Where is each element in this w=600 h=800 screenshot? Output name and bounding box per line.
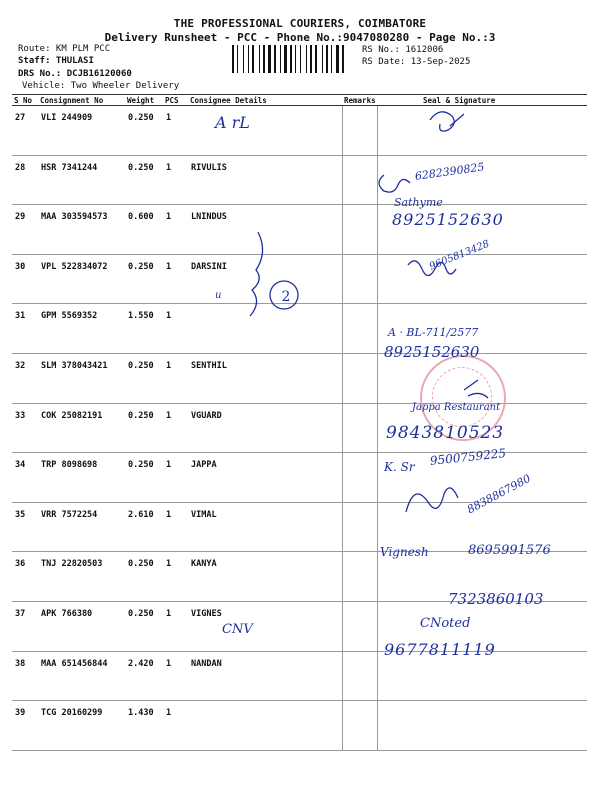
cell-weight: 0.250 <box>125 552 163 602</box>
cell-weight: 2.420 <box>125 651 163 701</box>
cell-consignee: RIVULIS <box>188 155 342 205</box>
hw-r27-consignee: A rL <box>215 113 250 132</box>
hw-r32-name: A · BL-711/2577 <box>388 326 479 339</box>
hw-r36-phone: 8838867980 <box>464 471 533 517</box>
sig-28 <box>379 175 410 192</box>
cell-consignee: KANYA <box>188 552 342 602</box>
cell-consignment-no: VPL 522834072 <box>38 254 125 304</box>
cell-pcs: 1 <box>163 453 188 503</box>
cell-consignee: JAPPA <box>188 453 342 503</box>
cell-pcs: 1 <box>163 304 188 354</box>
cell-consignment-no: GPM 5569352 <box>38 304 125 354</box>
rs-date: RS Date: 13-Sep-2025 <box>362 57 471 67</box>
cell-sno: 32 <box>12 353 38 403</box>
cell-consignee: LNINDUS <box>188 205 342 255</box>
sig-27 <box>430 112 464 131</box>
cell-sno: 33 <box>12 403 38 453</box>
cell-consignment-no: MAA 303594573 <box>38 205 125 255</box>
cell-weight: 2.610 <box>125 502 163 552</box>
cell-consignment-no: TRP 8098698 <box>38 453 125 503</box>
cell-weight: 1.550 <box>125 304 163 354</box>
circle-31-digit: 2 <box>281 289 291 305</box>
sig-36 <box>406 488 458 512</box>
drs-number: DRS No.: DCJB16120060 <box>18 69 132 79</box>
cell-consignee: NANDAN <box>188 651 342 701</box>
hw-r39-name: CNoted <box>420 616 471 631</box>
cell-weight: 0.250 <box>125 155 163 205</box>
sig-33 <box>464 380 488 398</box>
cell-pcs: 1 <box>163 205 188 255</box>
cell-consignee: DARSINI <box>188 254 342 304</box>
cell-pcs: 1 <box>163 106 188 156</box>
cell-pcs: 1 <box>163 353 188 403</box>
cell-sno: 35 <box>12 502 38 552</box>
cell-weight: 0.250 <box>125 403 163 453</box>
bracket-30-31 <box>250 232 263 316</box>
cell-sno: 39 <box>12 701 38 751</box>
cell-weight: 0.250 <box>125 601 163 651</box>
cell-pcs: 1 <box>163 403 188 453</box>
cell-sno: 29 <box>12 205 38 255</box>
company-title: THE PROFESSIONAL COURIERS, COIMBATORE <box>173 17 427 30</box>
hw-r35-name: K. Sr <box>384 460 415 474</box>
cell-sno: 34 <box>12 453 38 503</box>
hw-r34-name: Jappa Restaurant <box>412 402 501 413</box>
cell-sno: 36 <box>12 552 38 602</box>
hw-r37-phone: 8695991576 <box>468 543 551 558</box>
cell-sno: 38 <box>12 651 38 701</box>
hw-r32-phone: 8925152630 <box>384 343 480 361</box>
staff-label: Staff: THULASI <box>18 56 94 66</box>
cell-weight: 0.250 <box>125 106 163 156</box>
hw-r31-phone: 9605813428 <box>427 238 492 273</box>
cell-consignment-no: VRR 7572254 <box>38 502 125 552</box>
cell-consignment-no: MAA 651456844 <box>38 651 125 701</box>
cell-weight: 1.430 <box>125 701 163 751</box>
col-consignee: Consignee Details <box>188 95 342 106</box>
cell-consignment-no: APK 766380 <box>38 601 125 651</box>
cell-sno: 27 <box>12 106 38 156</box>
cell-consignment-no: VLI 244909 <box>38 106 125 156</box>
cell-sno: 30 <box>12 254 38 304</box>
col-sno: S No <box>12 95 38 106</box>
cell-sno: 28 <box>12 155 38 205</box>
cell-pcs: 1 <box>163 651 188 701</box>
cell-consignment-no: HSR 7341244 <box>38 155 125 205</box>
cell-pcs: 1 <box>163 552 188 602</box>
cell-consignee: VIMAL <box>188 502 342 552</box>
cell-weight: 0.250 <box>125 353 163 403</box>
cell-sno: 37 <box>12 601 38 651</box>
cell-consignment-no: TCG 20160299 <box>38 701 125 751</box>
col-consignment: Consignment No <box>38 95 125 106</box>
cell-consignment-no: SLM 378043421 <box>38 353 125 403</box>
runsheet-subtitle: Delivery Runsheet - PCC - Phone No.:9047080280 - Page No.:3 <box>104 31 496 44</box>
col-seal-signature: Seal & Signature <box>377 95 587 106</box>
cell-sno: 31 <box>12 304 38 354</box>
cell-weight: 0.600 <box>125 205 163 255</box>
hw-r37-name: Vignesh <box>380 545 429 559</box>
hw-r29-phone: 8925152630 <box>392 210 504 229</box>
hw-r38-phone: 7323860103 <box>448 590 544 608</box>
route-label: Route: KM PLM PCC <box>18 44 111 54</box>
cell-pcs: 1 <box>163 701 188 751</box>
cell-consignment-no: TNJ 22820503 <box>38 552 125 602</box>
cell-weight: 0.250 <box>125 254 163 304</box>
cell-pcs: 1 <box>163 254 188 304</box>
col-weight: Weight <box>125 95 163 106</box>
cell-pcs: 1 <box>163 502 188 552</box>
hw-r39-phone: 9677811119 <box>384 640 496 659</box>
hw-r31-consignee: u <box>215 290 222 301</box>
hw-r28-phone: 6282390825 <box>414 160 486 183</box>
cell-consignee: VGUARD <box>188 403 342 453</box>
cell-weight: 0.250 <box>125 453 163 503</box>
cell-consignee: VIGNES <box>188 601 342 651</box>
cell-pcs: 1 <box>163 155 188 205</box>
col-pcs: PCS <box>163 95 188 106</box>
hw-r35-phone: 9500759225 <box>429 446 507 468</box>
cell-consignee: SENTHIL <box>188 353 342 403</box>
rs-number: RS No.: 1612006 <box>362 45 444 55</box>
cell-consignment-no: COK 25082191 <box>38 403 125 453</box>
hw-r34-phone: 9843810523 <box>386 423 505 443</box>
hw-r39-consignee: CNV <box>222 622 253 637</box>
vehicle-label: Vehicle: Two Wheeler Delivery <box>22 81 180 91</box>
col-remarks: Remarks <box>344 95 376 105</box>
hw-r29-name: Sathyme <box>394 196 443 209</box>
cell-pcs: 1 <box>163 601 188 651</box>
